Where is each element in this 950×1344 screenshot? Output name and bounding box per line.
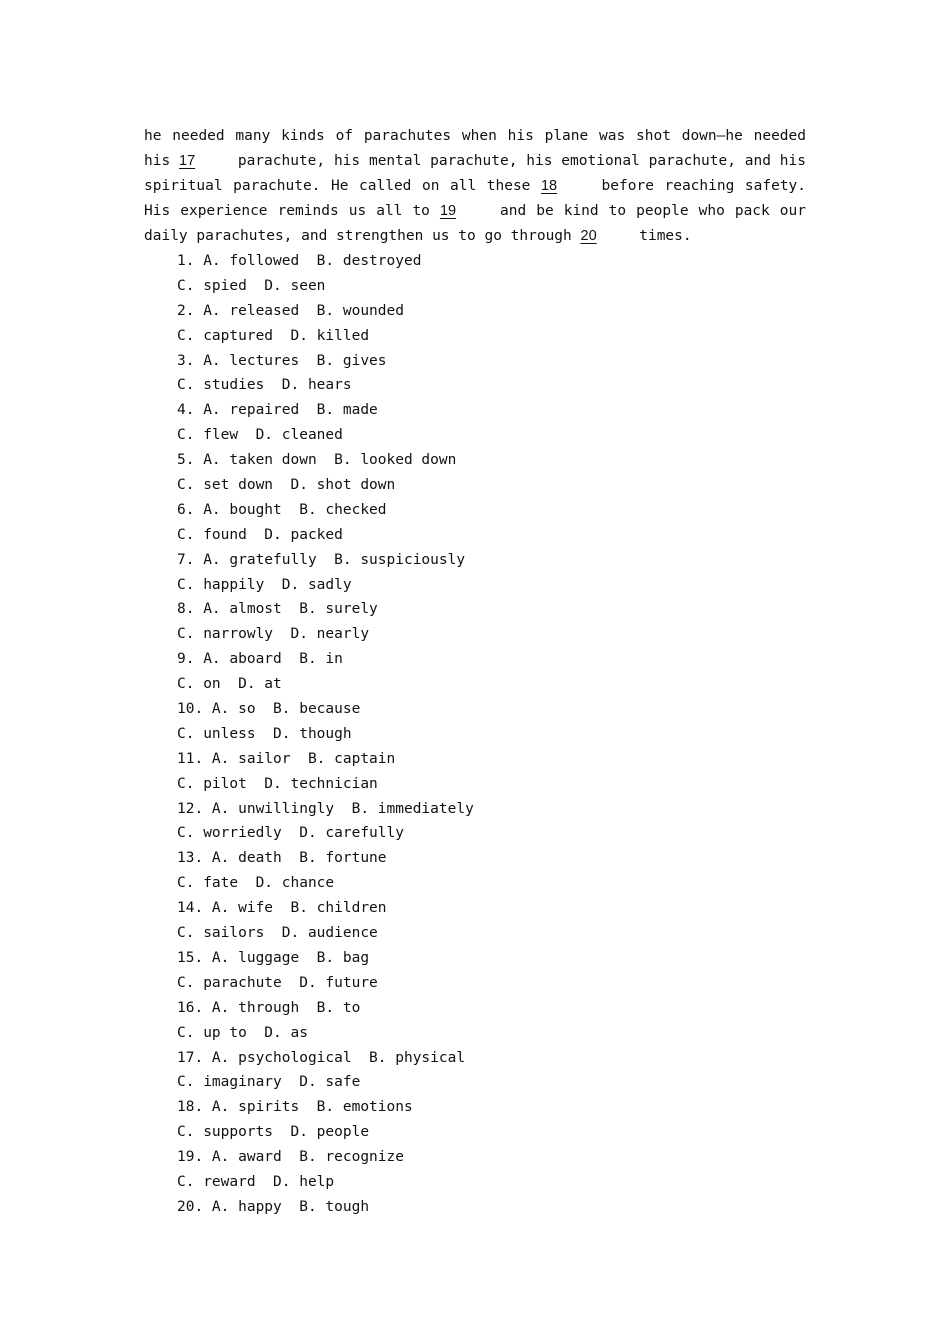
question-options-ab: 1. A. followed B. destroyed <box>177 253 422 269</box>
blank-17: 17 <box>179 153 196 169</box>
document-page <box>144 124 806 1220</box>
question-options-ab: 13. A. death B. fortune <box>177 850 387 867</box>
blank-18: 18 <box>540 178 558 194</box>
passage-paragraph <box>144 124 806 249</box>
passage-text: he needed many kinds of parachutes when his plane was shot down—he needed his <box>144 128 806 169</box>
question-options-cd: C. found D. packed <box>177 526 343 543</box>
question-options-ab: 2. A. released B. wounded <box>177 302 404 319</box>
question-options-cd: C. captured D. killed <box>177 327 370 344</box>
question-options-ab: 7. A. gratefully B. suspiciously <box>177 551 466 568</box>
question-options-cd: C. sailors D. audience <box>177 925 378 942</box>
blank-19: 19 <box>439 203 457 219</box>
question-options-ab: 10. A. so B. because <box>177 701 361 718</box>
passage-text: before reaching safety. His experience reminds us all to <box>144 178 807 219</box>
question-options-ab: 17. A. psychological B. physical <box>177 1049 466 1066</box>
question-options-cd: C. parachute D. future <box>177 974 378 991</box>
question-options-ab: 9. A. aboard B. in <box>177 651 343 668</box>
question-options-ab: 12. A. unwillingly B. immediately <box>177 800 474 817</box>
question-options-cd: C. supports D. people <box>177 1124 370 1141</box>
question-options-cd: C. spied D. seen <box>177 277 326 294</box>
question-list <box>144 249 806 1220</box>
question-options-cd: C. fate D. chance <box>177 875 335 892</box>
question-options-cd: C. worriedly D. carefully <box>177 825 404 842</box>
question-options-ab: 16. A. through B. to <box>177 999 361 1016</box>
question-options-ab: 20. A. happy B. tough <box>177 1198 370 1215</box>
question-options-ab: 6. A. bought B. checked <box>177 501 387 518</box>
question-options-cd: C. set down D. shot down <box>177 477 396 494</box>
question-options-ab: 4. A. repaired B. made <box>177 402 378 419</box>
question-options-ab: 18. A. spirits B. emotions <box>177 1099 413 1116</box>
question-options-ab: 19. A. award B. recognize <box>177 1149 404 1166</box>
question-options-cd: C. happily D. sadly <box>177 576 352 593</box>
question-options-cd: C. on D. at <box>177 676 282 693</box>
blank-20: 20 <box>580 228 597 244</box>
question-options-ab: 5. A. taken down B. looked down <box>177 452 457 469</box>
passage-text: and be kind to people who pack our daily parachutes, and strengthen us to go through <box>144 203 806 244</box>
question-options-ab: 15. A. luggage B. bag <box>177 949 370 966</box>
question-options-ab: 11. A. sailor B. captain <box>177 750 396 767</box>
question-options-ab: 3. A. lectures B. gives <box>177 352 387 369</box>
question-options-cd: C. unless D. though <box>177 725 352 742</box>
question-options-ab: 8. A. almost B. surely <box>177 601 378 618</box>
question-options-cd: C. imaginary D. safe <box>177 1074 361 1091</box>
question-options-cd: C. up to D. as <box>177 1024 308 1041</box>
question-options-ab: 14. A. wife B. children <box>177 900 387 917</box>
question-options-cd: C. narrowly D. nearly <box>177 626 370 643</box>
passage-text: parachute, his mental parachute, his emotional parachute, and his spiritual parachute. He called on all these <box>144 153 806 194</box>
question-options-cd: C. reward D. help <box>177 1173 335 1190</box>
passage-text: times. <box>630 228 692 244</box>
question-options-cd: C. flew D. cleaned <box>177 427 343 444</box>
question-options-cd: C. studies D. hears <box>177 377 352 394</box>
question-options-cd: C. pilot D. technician <box>177 775 378 792</box>
